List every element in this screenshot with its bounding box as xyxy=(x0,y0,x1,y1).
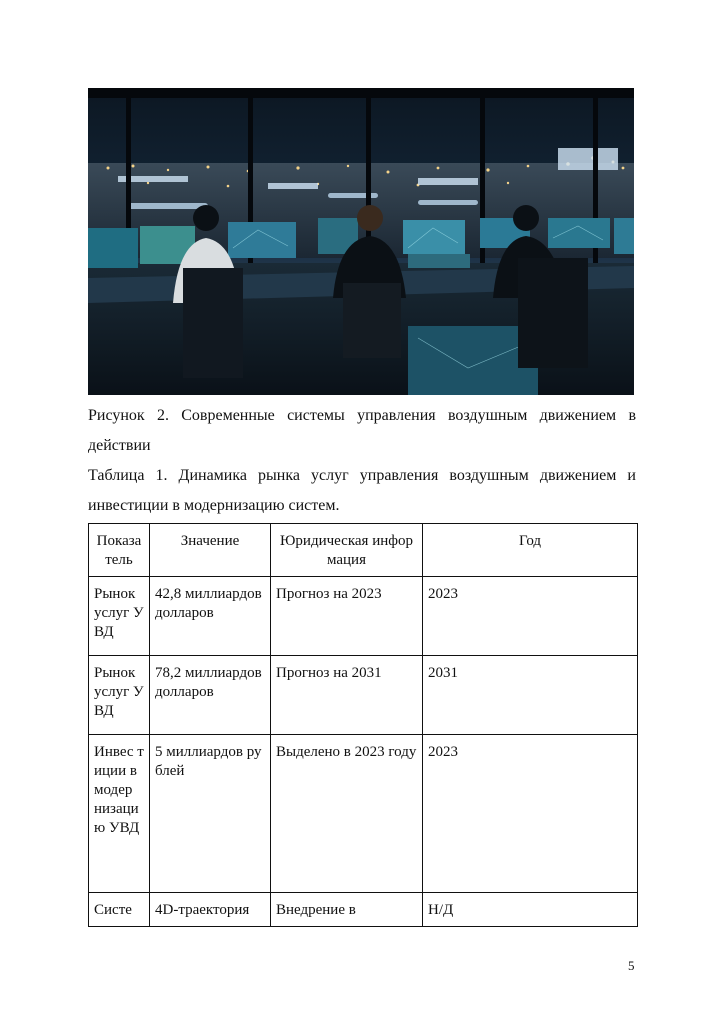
cell-legal-info: Прогноз на 2023 xyxy=(271,577,423,656)
cell-indicator: Рынок услуг УВД xyxy=(89,656,150,735)
figure-caption: Рисунок 2. Современные системы управления воздушным движением в действии xyxy=(88,407,636,454)
header-year: Год xyxy=(423,524,638,577)
table-header-row xyxy=(89,524,638,577)
table-row xyxy=(89,656,638,735)
cell-year: 2023 xyxy=(423,577,638,656)
cell-legal-info: Выделено в 2023 году xyxy=(271,735,423,893)
market-table xyxy=(88,523,638,927)
cell-legal-info: Внедрение в xyxy=(271,893,423,927)
figure-photo xyxy=(88,88,634,395)
table-row xyxy=(89,577,638,656)
header-legal-info: Юридическая информация xyxy=(271,524,423,577)
table-row xyxy=(89,735,638,893)
cell-value: 4D-траектория xyxy=(150,893,271,927)
table-row xyxy=(89,893,638,927)
header-value: Значение xyxy=(150,524,271,577)
cell-legal-info: Прогноз на 2031 xyxy=(271,656,423,735)
cell-value: 42,8 миллиардов долларов xyxy=(150,577,271,656)
cell-indicator: Рынок услуг УВД xyxy=(89,577,150,656)
header-indicator: Показа тель xyxy=(89,524,150,577)
page-number: 5 xyxy=(628,958,635,973)
cell-indicator: Инвес тиции в модер низаци ю УВД xyxy=(89,735,150,893)
cell-year: Н/Д xyxy=(423,893,638,927)
cell-value: 78,2 миллиардов долларов xyxy=(150,656,271,735)
cell-year: 2031 xyxy=(423,656,638,735)
cell-value: 5 миллиардов рублей xyxy=(150,735,271,893)
cell-year: 2023 xyxy=(423,735,638,893)
cell-indicator: Систе xyxy=(89,893,150,927)
table-caption: Таблица 1. Динамика рынка услуг управления воздушным движением и инвестиции в модернизацию систем. xyxy=(88,467,636,514)
